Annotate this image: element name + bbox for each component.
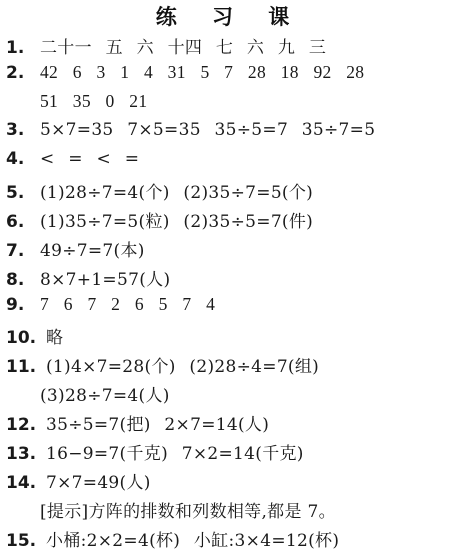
answer-text: 49÷7=7(本) [40, 241, 145, 261]
answer-text: 42 6 3 1 4 31 5 7 28 18 92 28 [40, 62, 365, 82]
item-number: 13. [6, 444, 37, 464]
answer-row-6 [6, 207, 456, 236]
answer-text: (1)28÷7=4(个) (2)35÷7=5(个) [40, 183, 314, 203]
item-number: 5. [6, 183, 25, 203]
item-number: 1. [6, 38, 25, 58]
answer-text: (1)35÷7=5(粒) (2)35÷5=7(件) [40, 212, 314, 232]
answer-row-13 [6, 439, 456, 468]
item-number: 9. [6, 295, 25, 315]
item-number: 4. [6, 149, 25, 169]
answer-text: 7 6 7 2 6 5 7 4 [40, 294, 216, 314]
answer-row-15 [6, 526, 456, 555]
answer-text: 16−9=7(千克) 7×2=14(千克) [46, 444, 304, 464]
answer-text: (3)28÷7=4(人) [40, 386, 170, 406]
answer-row-2-continued [6, 91, 456, 120]
answer-row-3 [6, 120, 456, 149]
page-title: 练 习 课 [155, 4, 304, 29]
answer-row-10 [6, 323, 456, 352]
hint-text: [提示]方阵的排数和列数相等,都是 7。 [40, 502, 336, 522]
answer-row-9 [6, 294, 456, 323]
item-number: 3. [6, 120, 25, 140]
item-number: 2. [6, 63, 25, 83]
answer-text: 略 [46, 328, 64, 348]
answer-row-11-continued [6, 381, 456, 410]
answer-text: 5×7=35 7×5=35 35÷5=7 35÷7=5 [40, 120, 376, 140]
answer-row-12 [6, 410, 456, 439]
answer-row-8 [6, 265, 456, 294]
answer-row-2 [6, 62, 456, 91]
item-number: 14. [6, 473, 37, 493]
item-number: 10. [6, 328, 37, 348]
answer-row-1 [6, 33, 456, 62]
answer-row-7 [6, 236, 456, 265]
answer-text: 8×7+1=57(人) [40, 270, 171, 290]
answer-row-5 [6, 178, 456, 207]
answer-row-14 [6, 468, 456, 497]
answer-text: 51 35 0 21 [40, 91, 148, 111]
answer-text: (1)4×7=28(个) (2)28÷4=7(组) [46, 357, 320, 377]
answer-row-4 [6, 149, 456, 178]
answer-text: 35÷5=7(把) 2×7=14(人) [46, 415, 270, 435]
answer-text: 二十一 五 六 十四 七 六 九 三 [40, 38, 327, 58]
item-number: 11. [6, 357, 37, 377]
answer-row-11 [6, 352, 456, 381]
answer-row-14-hint [6, 497, 456, 526]
item-number: 15. [6, 531, 37, 551]
answer-text: 7×7=49(人) [46, 473, 151, 493]
item-number: 12. [6, 415, 37, 435]
answer-text: 小桶:2×2=4(杯) 小缸:3×4=12(杯) [46, 531, 340, 551]
item-number: 6. [6, 212, 25, 232]
answer-list [6, 33, 456, 555]
answer-text: < = < = [40, 149, 140, 169]
item-number: 7. [6, 241, 25, 261]
item-number: 8. [6, 270, 25, 290]
